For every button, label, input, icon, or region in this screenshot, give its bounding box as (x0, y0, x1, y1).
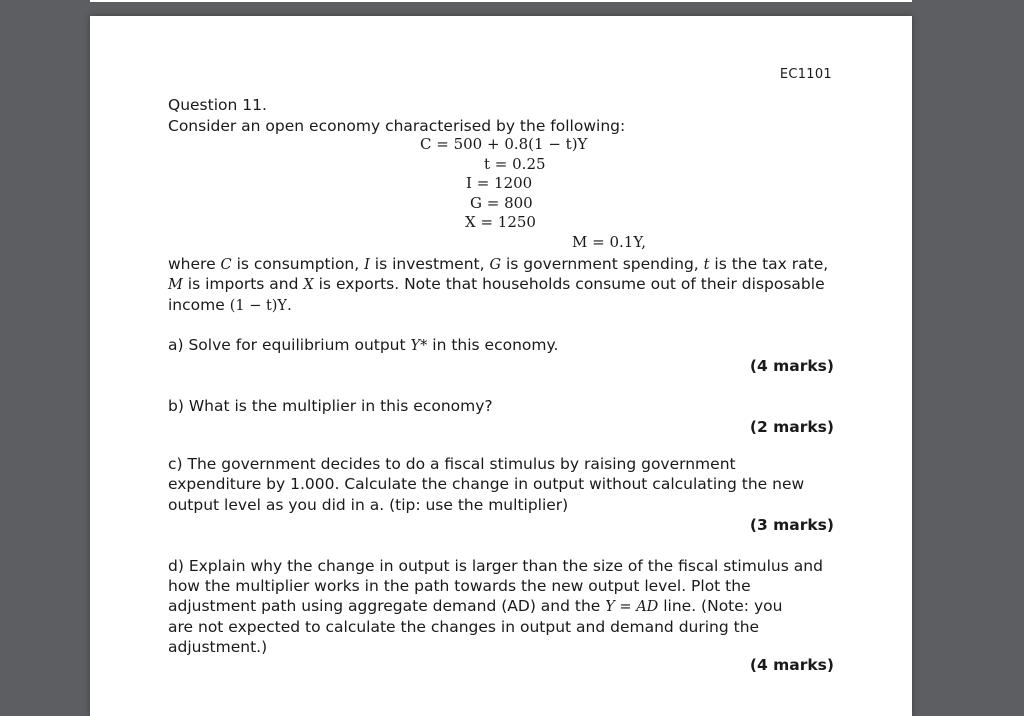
part-a-text: a) Solve for equilibrium output Y* in this economy. (168, 336, 559, 354)
equation-tax-rate: t = 0.25 (484, 155, 546, 173)
question-intro: Consider an open economy characterised by the following: (168, 117, 626, 135)
part-d-line3: adjustment path using aggregate demand (AD) and the Y = AD line. (Note: you (168, 597, 783, 615)
course-code: EC1101 (779, 67, 832, 82)
part-a-marks: (4 marks) (749, 357, 834, 375)
part-d-line2: how the multiplier works in the path towards the new output level. Plot the (168, 577, 751, 595)
question-title: Question 11. (168, 96, 267, 114)
previous-page-edge (90, 0, 912, 2)
part-c-line1: c) The government decides to do a fiscal stimulus by raising government (168, 455, 736, 473)
part-b-marks: (2 marks) (749, 418, 834, 436)
variable-definitions-line2: M is imports and X is exports. Note that households consume out of their disposable (168, 275, 825, 293)
part-d-line4: are not expected to calculate the changes in output and demand during the (168, 618, 760, 636)
part-d-line5: adjustment.) (168, 638, 268, 656)
equation-exports: X = 1250 (465, 213, 536, 231)
equation-imports: M = 0.1Y, (572, 233, 647, 251)
document-page (90, 16, 912, 716)
variable-definitions-line1: where C is consumption, I is investment, G is government spending, t is the tax rate, (168, 255, 829, 273)
part-d-line1: d) Explain why the change in output is larger than the size of the fiscal stimulus and (168, 557, 823, 575)
part-b-text: b) What is the multiplier in this economy? (168, 397, 493, 415)
part-c-line2: expenditure by 1.000. Calculate the change in output without calculating the new (168, 475, 805, 493)
variable-definitions-line3: income (1 − t)Y. (168, 296, 292, 314)
part-c-line3: output level as you did in a. (tip: use the multiplier) (168, 496, 569, 514)
equation-consumption: C = 500 + 0.8(1 − t)Y (420, 135, 588, 153)
part-d-marks: (4 marks) (749, 656, 834, 674)
part-c-marks: (3 marks) (749, 516, 834, 534)
equation-government: G = 800 (470, 194, 533, 212)
equation-investment: I = 1200 (466, 174, 533, 192)
